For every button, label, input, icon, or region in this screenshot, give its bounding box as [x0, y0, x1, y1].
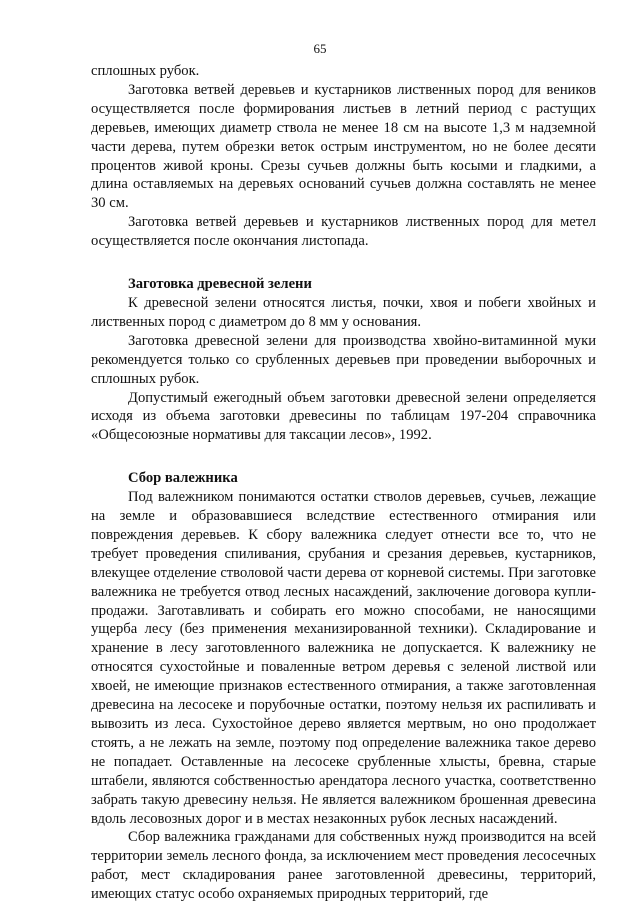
paragraph: Заготовка древесной зелени для производства хвойно-витаминной муки рекомендуется только со срубленных деревьев при проведении выборочных и сплошных рубок. [91, 332, 596, 387]
section-heading-deadwood: Сбор валежника [128, 470, 238, 487]
paragraph: Допустимый ежегодный объем заготовки древесной зелени определяется исходя из объема заготовки древесины по таблицам 197-204 справочника «Общесоюзные нормативы для таксации лесов», 1992. [91, 389, 596, 444]
page-number: 65 [313, 41, 327, 56]
paragraph: К древесной зелени относятся листья, почки, хвоя и побеги хвойных и лиственных пород с диаметром до 8 мм у основания. [91, 294, 596, 330]
paragraph: Заготовка ветвей деревьев и кустарников лиственных пород для веников осуществляется после формирования листьев в летний период с растущих деревьев, имеющих диаметр ствола не менее 18 см на высоте 1,3 м надземной части дерева, путем обрезки веток острым инструментом, но не более десяти процентов живой кроны. Срезы сучьев должны быть косыми и гладкими, а длина оставляемых на деревьях оснований сучьев должна составлять не менее 30 см. [91, 81, 596, 212]
paragraph: Под валежником понимаются остатки стволов деревьев, сучьев, лежащие на земле и образовавшиеся вследствие естественного отмирания или повреждения деревьев. К сбору валежника следует отнести все то, что не требует проведения спиливания, срубания и срезания деревьев, кустарников, влекущее отделение стволовой части дерева от корневой системы. При заготовке валежника не требуется отвод лесных насаждений, заключение договора купли-продажи. Заготавливать и собирать его можно способами, не наносящими ущерба лесу (без применения механизированной техники). Складирование и хранение в лесу заготовленного валежника не допускается. К валежнику не относятся сухостойные и поваленные ветром деревья с зеленой листвой или хвоей, не имеющие признаков естественного отмирания, а также заготовленная древесина на лесосеке и порубочные остатки, поэтому нельзя их распиливать и вывозить из леса. Сухостойное дерево является мертвым, но оно продолжает стоять, а не лежать на земле, поэтому под определение валежника такое дерево не попадает. Оставленные на лесосеке срубленные хлысты, бревна, старые штабели, являются собственностью арендатора лесного участка, соответственно забрать такую древесину нельзя. Не является валежником брошенная древесина вдоль лесовозных дорог и в местах незаконных рубок лесных насаждений. [91, 489, 596, 827]
section-heading-greenery: Заготовка древесной зелени [128, 276, 312, 293]
paragraph: Сбор валежника гражданами для собственных нужд производится на всей территории земель лесного фонда, за исключением мест проведения лесосечных работ, мест складирования ранее заготовленной древесины, территорий, имеющих статус особо охраняемых природных территорий, где [91, 829, 596, 903]
paragraph: сплошных рубок. [91, 63, 200, 79]
page-content [91, 62, 596, 904]
paragraph: Заготовка ветвей деревьев и кустарников лиственных пород для метел осуществляется после окончания листопада. [91, 214, 596, 250]
